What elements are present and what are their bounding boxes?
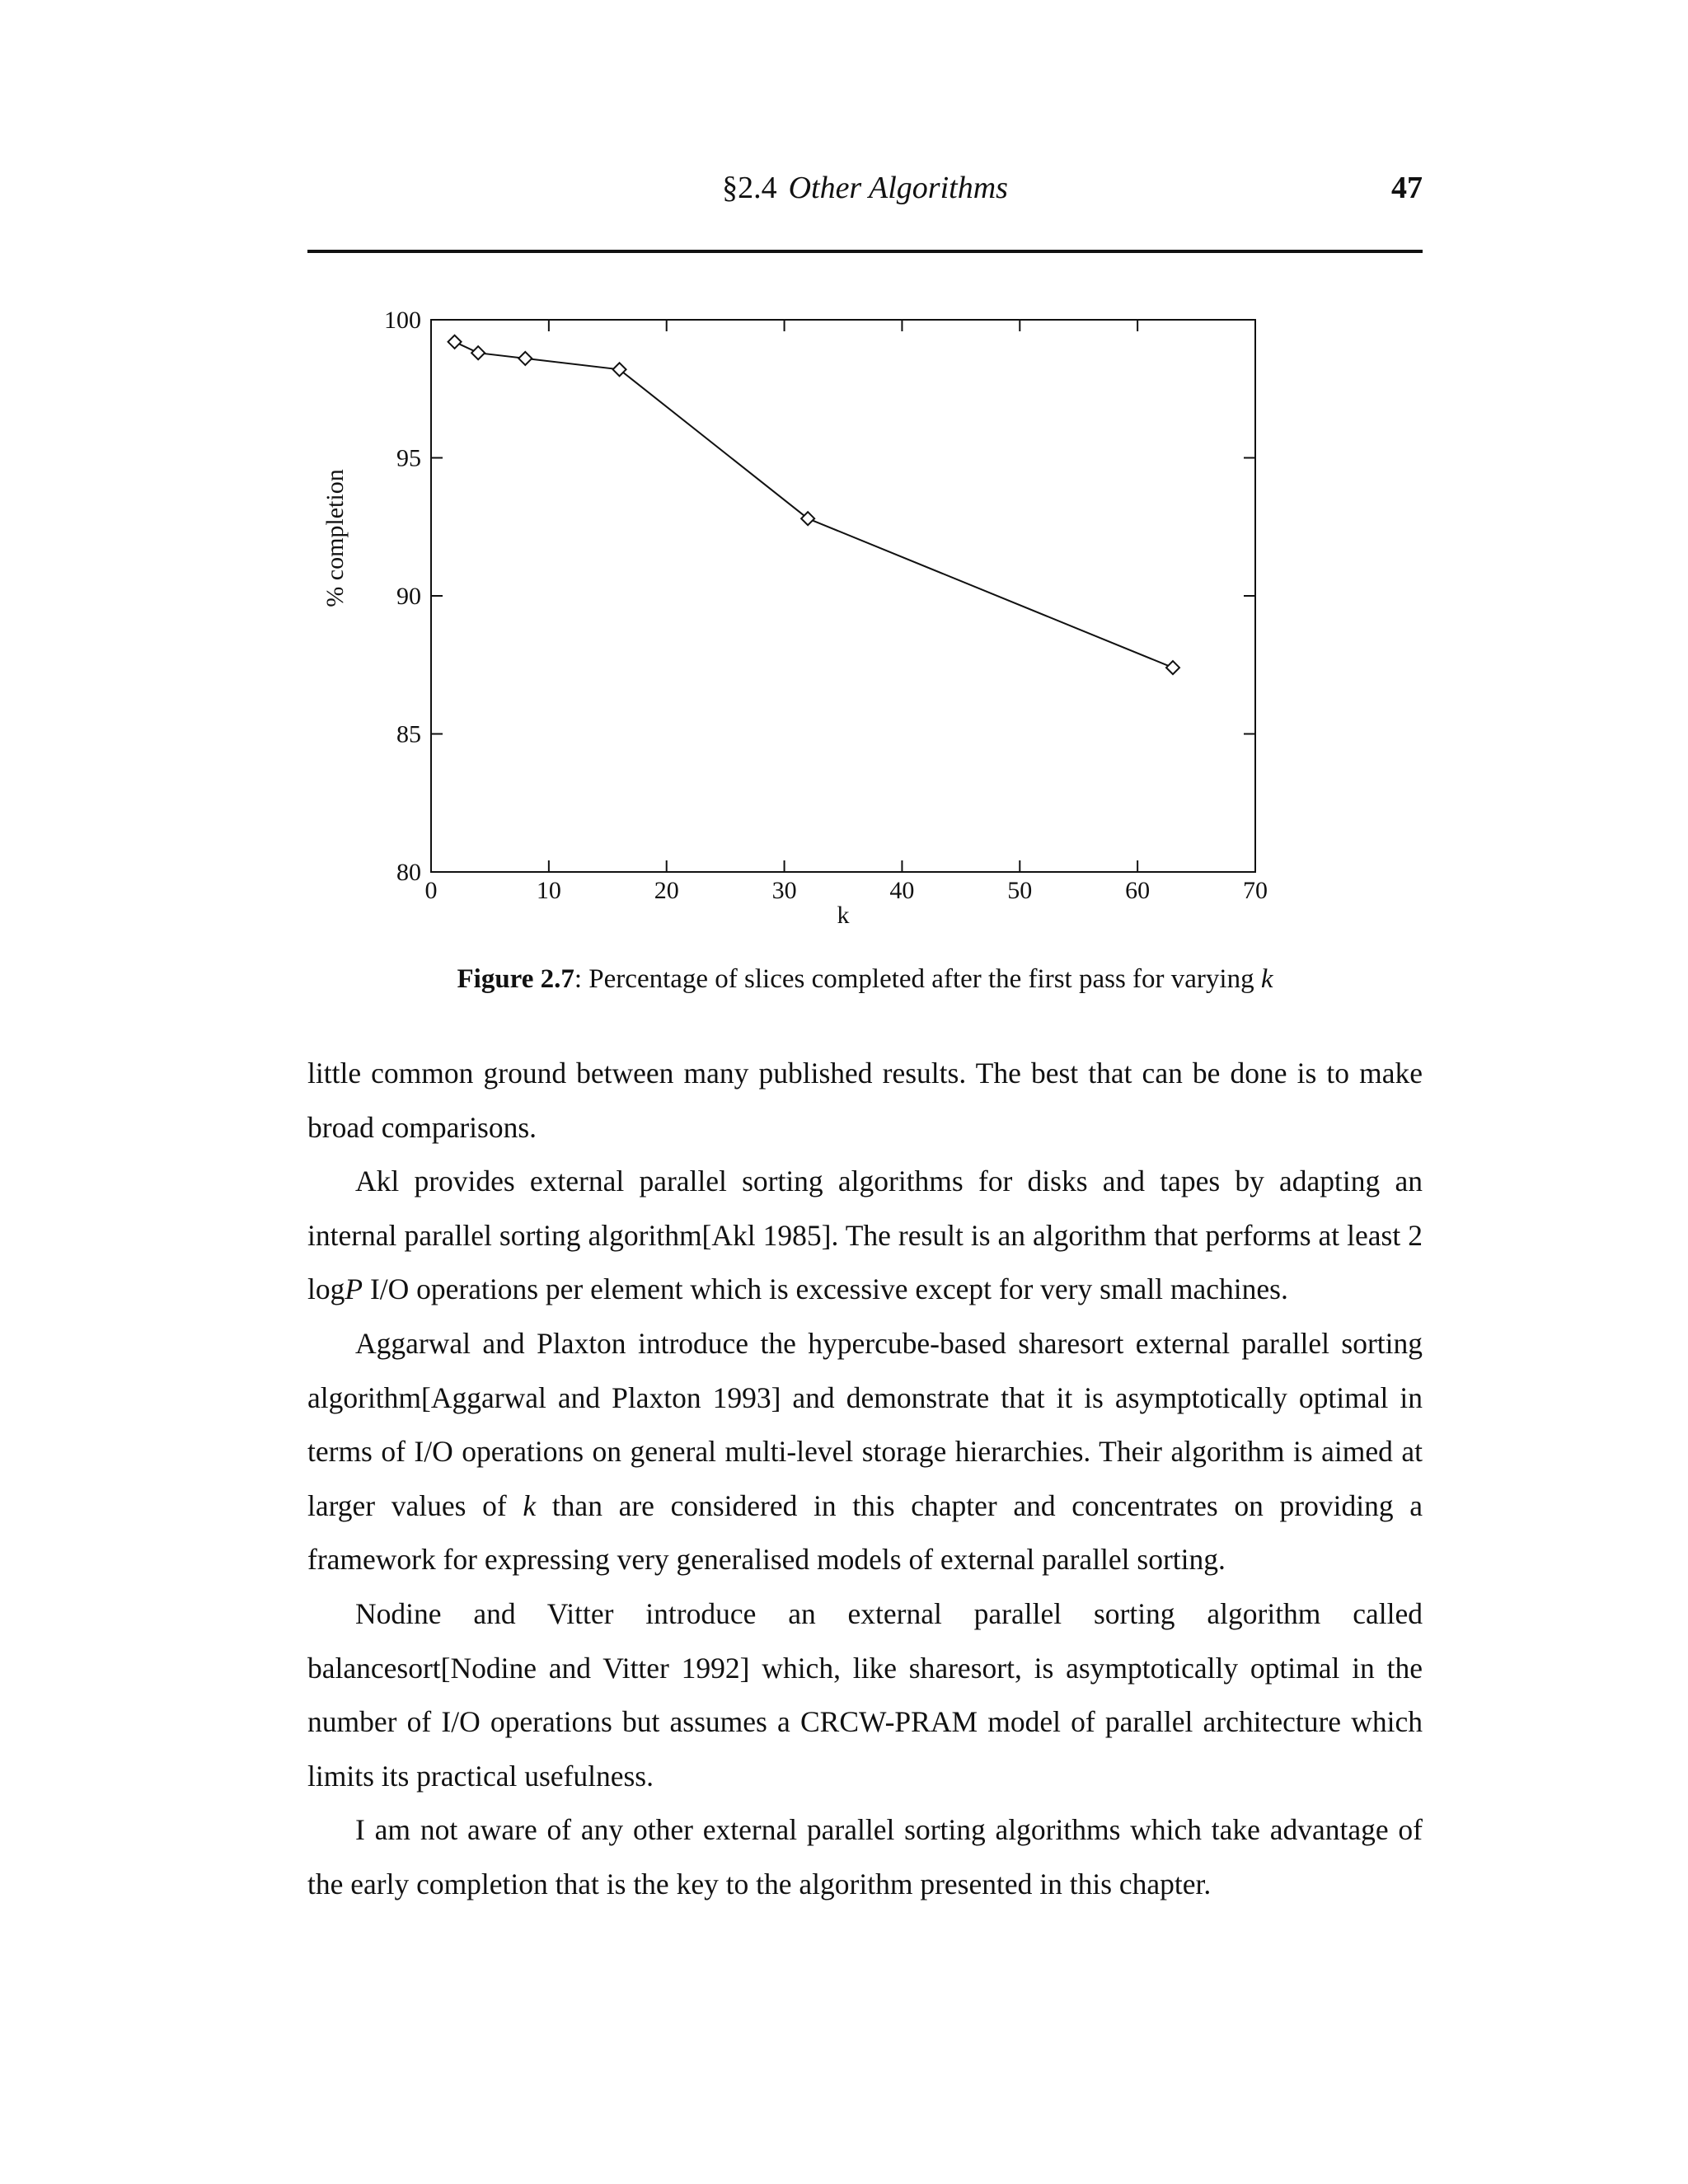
- x-tick-label: 30: [771, 877, 797, 904]
- section-number: §2.4: [722, 171, 777, 205]
- section-heading: [307, 170, 1423, 206]
- data-point-marker: [471, 346, 485, 359]
- caption-text: : Percentage of slices completed after the first pass for varying: [574, 964, 1261, 994]
- paragraph-3-text-a: Aggarwal and Plaxton introduce the hypercube-based sharesort external parallel sorting algorithm[Aggarwal and Plaxton 1993] and demonstrate that it is asymptotically optimal in terms of I/O operations on general multi-level storage hierarchies. Their algorithm is aimed at larger values of: [307, 1326, 1423, 1522]
- data-point-marker: [1166, 661, 1179, 674]
- y-tick-label: 85: [396, 720, 421, 748]
- paragraph-3-variable: k: [523, 1488, 537, 1522]
- running-header: [307, 162, 1423, 211]
- y-tick-label: 100: [384, 307, 421, 334]
- x-tick-label: 60: [1125, 877, 1151, 904]
- paragraph-2-text-a: Akl provides external parallel sorting algorithms for disks and tapes by adapting an internal parallel sorting algorithm[Akl 1985]. The result is an algorithm that performs at least 2 log: [307, 1165, 1423, 1306]
- x-tick-label: 20: [654, 877, 679, 904]
- paragraph-1: little common ground between many published results. The best that can be done is to make broad comparisons.: [307, 1057, 1423, 1144]
- y-axis-label: % completion: [321, 469, 349, 607]
- figure-label: Figure 2.7: [457, 964, 574, 994]
- paragraph-3-text-b: than are considered in this chapter and concentrates on providing a framework for expressing very generalised models of external parallel sorting.: [307, 1488, 1423, 1577]
- paragraph-2-text-b: I/O operations per element which is excessive except for very small machines.: [363, 1272, 1288, 1306]
- paragraph-5: I am not aware of any other external parallel sorting algorithms which take advantage of the early completion that is the key to the algorithm presented in this chapter.: [307, 1813, 1423, 1900]
- y-tick-label: 95: [396, 444, 421, 472]
- paragraph-3: [307, 1317, 1423, 1587]
- paragraph-2: [307, 1155, 1423, 1317]
- figure-caption: [307, 964, 1423, 995]
- page-number: 47: [1391, 171, 1423, 205]
- x-tick-label: 50: [1007, 877, 1033, 904]
- plot-frame: [431, 320, 1255, 872]
- series-line: [455, 342, 1173, 668]
- x-tick-label: 70: [1243, 877, 1268, 904]
- paragraph-4: Nodine and Vitter introduce an external parallel sorting algorithm called balancesort[Nodine and Vitter 1992] which, like sharesort, is asymptotically optimal in the number of I/O operations but assumes a CRCW-PRAM model of parallel architecture which limits its practical usefulness.: [307, 1596, 1423, 1793]
- body-text: [307, 1047, 1423, 1912]
- x-tick-label: 0: [424, 877, 438, 904]
- header-rule: [307, 250, 1423, 253]
- x-axis-label: k: [837, 902, 850, 929]
- y-tick-label: 90: [396, 583, 421, 610]
- data-point-marker: [448, 335, 462, 349]
- paragraph-2-variable: P: [345, 1272, 363, 1306]
- x-tick-label: 10: [536, 877, 561, 904]
- completion-chart: [305, 305, 1418, 948]
- data-point-marker: [518, 352, 532, 365]
- caption-variable: k: [1260, 964, 1273, 994]
- y-tick-label: 80: [396, 859, 421, 886]
- x-tick-label: 40: [889, 877, 915, 904]
- section-title: Other Algorithms: [788, 171, 1008, 205]
